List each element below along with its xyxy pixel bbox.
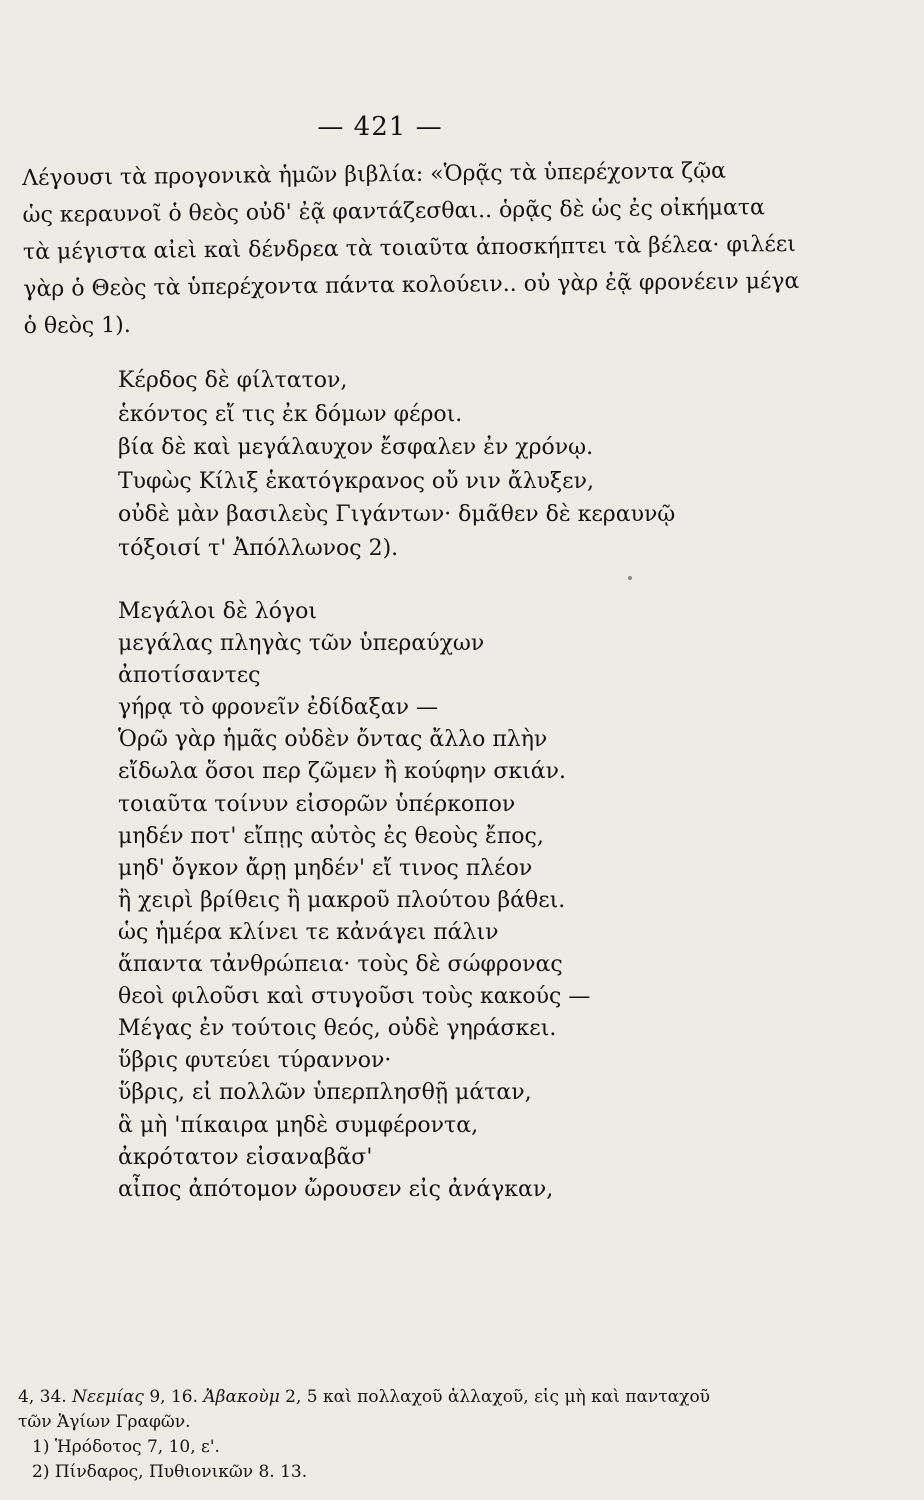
footnote-1: 1) Ἡρόδοτος 7, 10, ε'. [32,1437,220,1457]
verse-stanza-tragic [118,596,738,1206]
prose-line: γὰρ ὁ Θεὸς τὰ ὑπερέχοντα πάντα κολούειν.. οὐ γὰρ ἐᾷ φρονέειν μέγα [23,268,800,302]
verse-stanza-pindar [118,364,738,565]
verse-line: ἀποτίσαντες [118,663,261,689]
verse-line: γήρᾳ τὸ φρονεῖν ἐδίδαξαν — [118,695,438,721]
verse-line: ὕβρις, εἰ πολλῶν ὑπερπλησθῇ μάταν, [118,1080,532,1106]
footnote-text: 9, 16. [143,1387,204,1407]
footnote-text: 2, 5 καὶ πολλαχοῦ ἀλλαχοῦ, εἰς μὴ καὶ πανταχοῦ [279,1387,711,1407]
prose-line: ὁ θεὸς 1). [23,312,131,339]
verse-line: Τυφὼς Κίλιξ ἑκατόγκρανος οὔ νιν ἄλυξεν, [118,468,594,494]
verse-line: οὐδὲ μὰν βασιλεὺς Γιγάντων· δμᾶθεν δὲ κεραυνῷ [118,502,676,527]
verse-line: ἀκρότατον εἰσαναβᾶσ' [118,1144,373,1170]
prose-line: ὡς κεραυνοῖ ὁ θεὸς οὐδ' ἐᾷ φαντάζεσθαι.. ὁρᾷς δὲ ὡς ἐς οἰκήματα [22,195,765,228]
footnote-continuation [18,1385,778,1410]
verse-line: αἶπος ἀπότομον ὤρουσεν εἰς ἀνάγκαν, [118,1176,554,1202]
verse-line: ἑκόντος εἴ τις ἐκ δόμων φέροι. [118,401,463,427]
prose-paragraph [22,152,800,345]
verse-line: Μέγας ἐν τούτοις θεός, οὐδὲ γηράσκει. [118,1016,557,1042]
verse-line: ὕβρις φυτεύει τύραννον· [118,1048,392,1074]
verse-line: μηδ' ὄγκον ἄρῃ μηδέν' εἴ τινος πλέον [118,855,533,881]
page-number: — 421 — [317,112,443,142]
verse-line: ἅπαντα τἀνθρώπεια· τοὺς δὲ σώφρονας [118,952,563,978]
verse-line: εἴδωλα ὅσοι περ ζῶμεν ἢ κούφην σκιάν. [118,759,566,785]
footnote-continuation-line: τῶν Ἁγίων Γραφῶν. [18,1412,191,1432]
verse-line: θεοὶ φιλοῦσι καὶ στυγοῦσι τοὺς κακούς — [118,984,591,1010]
footnote-2: 2) Πίνδαρος, Πυθιονικῶν 8. 13. [32,1462,308,1482]
verse-line: ἢ χειρὶ βρίθεις ἢ μακροῦ πλούτου βάθει. [118,887,566,913]
footnote-reference: Νεεμίας [72,1387,144,1407]
verse-line: μηδέν ποτ' εἴπῃς αὐτὸς ἐς θεοὺς ἔπος, [118,823,544,849]
verse-line: Μεγάλοι δὲ λόγοι [118,599,317,624]
verse-line: μεγάλας πληγὰς τῶν ὑπεραύχων [118,631,485,657]
print-speck [628,576,632,580]
footnote-reference: Ἀβακοὺμ [203,1387,280,1407]
verse-line: Ὁρῶ γὰρ ἡμᾶς οὐδὲν ὄντας ἄλλο πλὴν [118,727,548,753]
verse-line: ἃ μὴ 'πίκαιρα μηδὲ συμφέροντα, [118,1112,479,1138]
verse-line: βία δὲ καὶ μεγάλαυχον ἔσφαλεν ἐν χρόνῳ. [118,435,594,460]
prose-line: τὰ μέγιστα αἰεὶ καὶ δένδρεα τὰ τοιαῦτα ἀποσκήπτει τὰ βέλεα· φιλέει [22,231,796,265]
verse-line: ὡς ἡμέρα κλίνει τε κἀνάγει πάλιν [118,919,499,945]
footnotes [18,1385,778,1485]
verse-line: τοιαῦτα τοίνυν εἰσορῶν ὑπέρκοπον [118,791,516,817]
verse-line: Κέρδος δὲ φίλτατον, [118,368,348,393]
prose-line: Λέγουσι τὰ προγονικὰ ἡμῶν βιβλία: «Ὁρᾷς τὰ ὑπερέχοντα ζῷα [22,158,727,191]
footnote-text: 4, 34. [18,1387,73,1407]
verse-line: τόξοισί τ' Ἀπόλλωνος 2). [118,535,399,561]
